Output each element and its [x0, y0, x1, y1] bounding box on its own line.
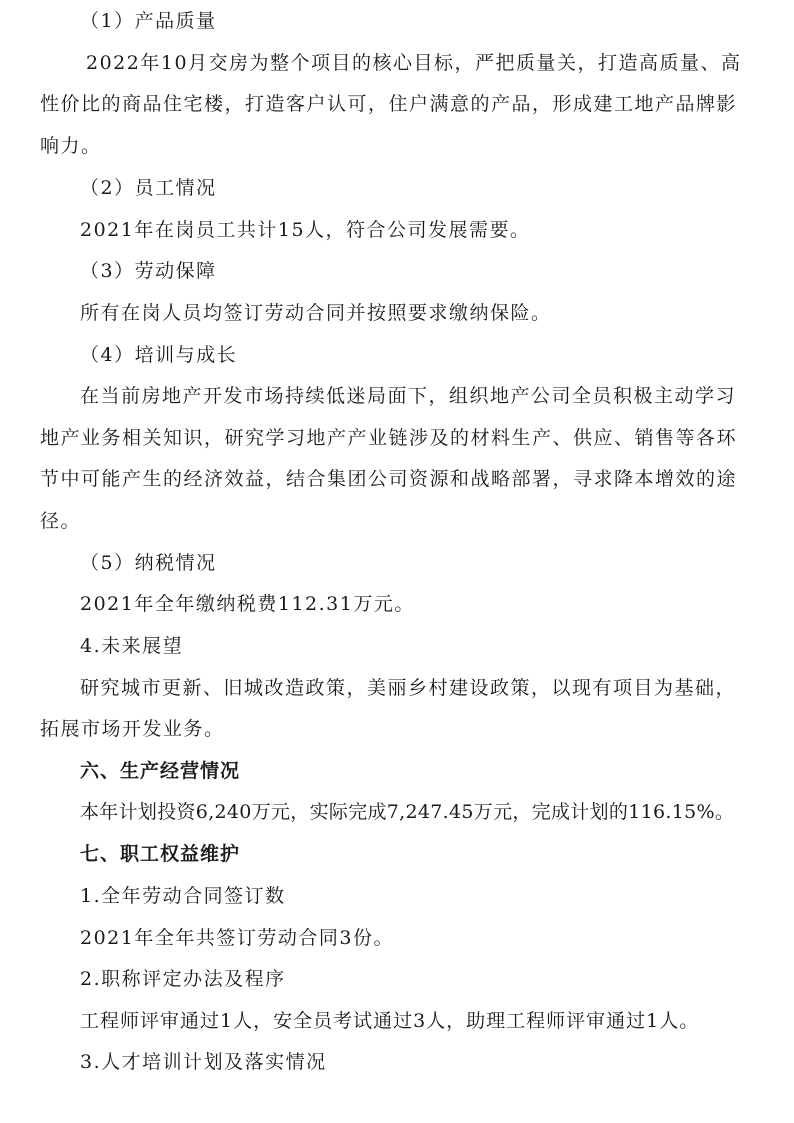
paragraph-line: 2022年10月交房为整个项目的核心目标，严把质量关，打造高质量、高	[86, 52, 742, 74]
paragraph-line: 响力。	[40, 135, 102, 157]
paragraph-line: 2021年在岗员工共计15人，符合公司发展需要。	[80, 219, 531, 241]
paragraph-line: 拓展市场开发业务。	[40, 718, 225, 740]
paragraph-line: 本年计划投资6,240万元，实际完成7,247.45万元，完成计划的116.15%。	[80, 801, 735, 823]
section-title-outlook: 4.未来展望	[80, 635, 184, 657]
paragraph-line: 在当前房地产开发市场持续低迷局面下，组织地产公司全员积极主动学习	[80, 385, 737, 407]
section-title-labor-protection: （3）劳动保障	[80, 260, 217, 282]
paragraph-line: 2021年全年共签订劳动合同3份。	[80, 927, 394, 949]
section-title-product-quality: （1）产品质量	[80, 10, 217, 32]
paragraph-line: 2021年全年缴纳税费112.31万元。	[80, 593, 415, 615]
chapter-heading-production: 六、生产经营情况	[80, 760, 241, 782]
paragraph-line: 地产业务相关知识，研究学习地产产业链涉及的材料生产、供应、销售等各环	[40, 427, 738, 449]
subsection-title: 1.全年劳动合同签订数	[80, 885, 286, 907]
subsection-title: 2.职称评定办法及程序	[80, 968, 286, 990]
paragraph-line: 节中可能产生的经济效益，结合集团公司资源和战略部署，寻求降本增效的途	[40, 468, 738, 490]
subsection-title: 3.人才培训计划及落实情况	[80, 1051, 327, 1073]
paragraph-line: 径。	[40, 510, 82, 532]
paragraph-line: 所有在岗人员均签订劳动合同并按照要求缴纳保险。	[80, 302, 552, 324]
paragraph-line: 性价比的商品住宅楼，打造客户认可，住户满意的产品，形成建工地产品牌影	[40, 93, 738, 115]
chapter-heading-rights: 七、职工权益维护	[80, 843, 241, 865]
section-title-tax: （5）纳税情况	[80, 552, 217, 574]
section-title-staff: （2）员工情况	[80, 177, 217, 199]
section-title-training: （4）培训与成长	[80, 344, 238, 366]
paragraph-line: 工程师评审通过1人，安全员考试通过3人，助理工程师评审通过1人。	[80, 1010, 700, 1032]
paragraph-line: 研究城市更新、旧城改造政策，美丽乡村建设政策，以现有项目为基础，	[80, 677, 737, 699]
